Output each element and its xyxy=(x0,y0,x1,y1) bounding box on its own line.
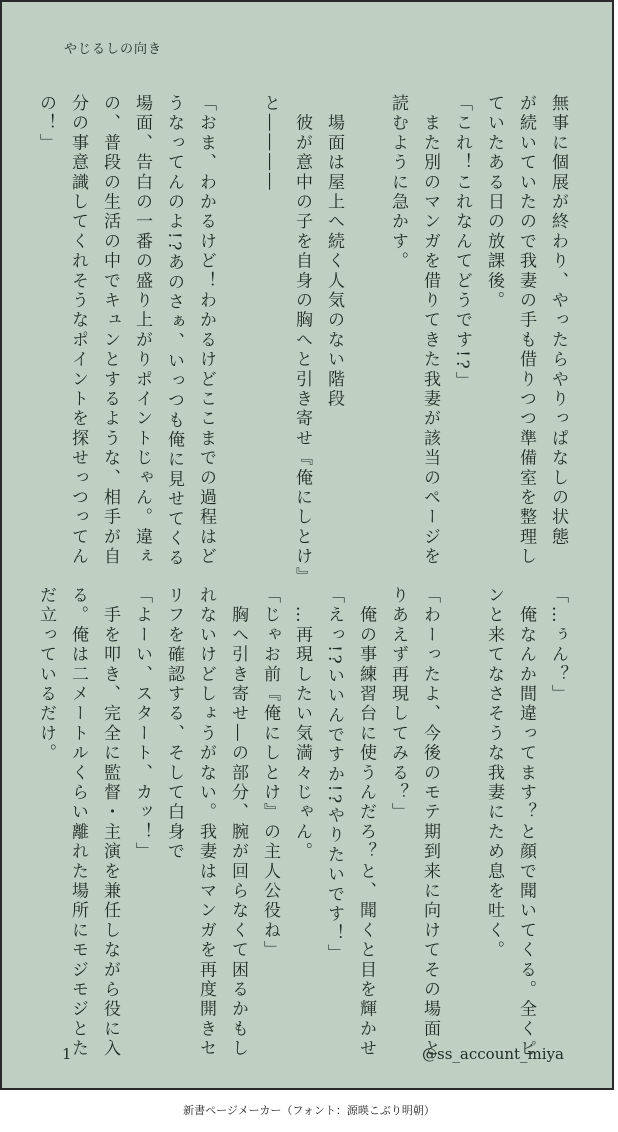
text-column: 胸へ引き寄せ―の部分、腕が回らなくて困るかもし xyxy=(228,586,248,1059)
text-column: 「よーい、スタート、カッ！」 xyxy=(132,586,152,862)
text-column: 彼が意中の子を自身の胸へと引き寄せ『俺にしとけ』 xyxy=(292,94,312,587)
text-column: れないけどしょうがない。我妻はマンガを再度開きセ xyxy=(196,586,216,1059)
text-column: と―――― xyxy=(260,94,280,193)
text-column: 「えっ!?いいんですか!?やりたいです！」 xyxy=(324,586,344,964)
text-column: リフを確認する、そして白身で xyxy=(164,586,184,862)
text-column: また別のマンガを借りてきた我妻が該当のページを xyxy=(420,94,440,567)
text-column: の、普段の生活の中でキュンとするような、相手が自 xyxy=(100,94,120,567)
text-column: 「これ！これなんてどうです!?」 xyxy=(452,94,472,392)
page-number: 1 xyxy=(62,1045,72,1063)
text-column: 「…ぅん？」 xyxy=(548,586,568,705)
text-column: 分の事意識してくれそうなポイントを探せっつってん xyxy=(68,94,88,567)
text-column: 俺なんか間違ってます？と顔で聞いてくる。全くピ xyxy=(516,586,536,1059)
text-column: の！」 xyxy=(36,94,56,154)
text-column: …再現したい気満々じゃん。 xyxy=(292,586,312,862)
text-column: ていたある日の放課後。 xyxy=(484,94,504,311)
text-column: 俺の事練習台に使うんだろ？と、聞くと目を輝かせ xyxy=(356,586,376,1059)
text-column: 無事に個展が終わり、やったらやりっぱなしの状態 xyxy=(548,94,568,548)
text-column: 手を叩き、完全に監督・主演を兼任しながら役に入 xyxy=(100,586,120,1059)
text-column: る。俺は二メートルくらい離れた場所にモジモジとた xyxy=(68,586,88,1059)
text-column: ンと来てなさそうな我妻にため息を吐く。 xyxy=(484,586,504,961)
text-column: りあえず再現してみる？」 xyxy=(388,586,408,823)
text-column: 場面は屋上へ続く人気のない階段 xyxy=(324,94,344,410)
text-column: 読むように急かす。 xyxy=(388,94,408,272)
text-column: 「おま、わかるけど！わかるけどここまでの過程はど xyxy=(196,94,216,567)
text-column: うなってんのよ!?あのさぁ、いっつも俺に見せてくる xyxy=(164,94,184,569)
text-column: 「じゃお前『俺にしとけ』の主人公役ね」 xyxy=(260,586,280,961)
text-column: が続いていたので我妻の手も借りつつ準備室を整理し xyxy=(516,94,536,567)
text-column: 「わーったよ、今後のモテ期到来に向けてその場面と xyxy=(420,586,440,1059)
footer-caption: 新書ページメーカー（フォント：源暎こぶり明朝） xyxy=(183,1104,435,1117)
text-column: 場面、告白の一番の盛り上がりポイントじゃん。違ぇ xyxy=(132,94,152,567)
account-handle: @ss_account_miya xyxy=(422,1045,564,1063)
text-column: だ立っているだけ。 xyxy=(36,586,56,764)
page-title: やじるしの向き xyxy=(64,42,163,57)
